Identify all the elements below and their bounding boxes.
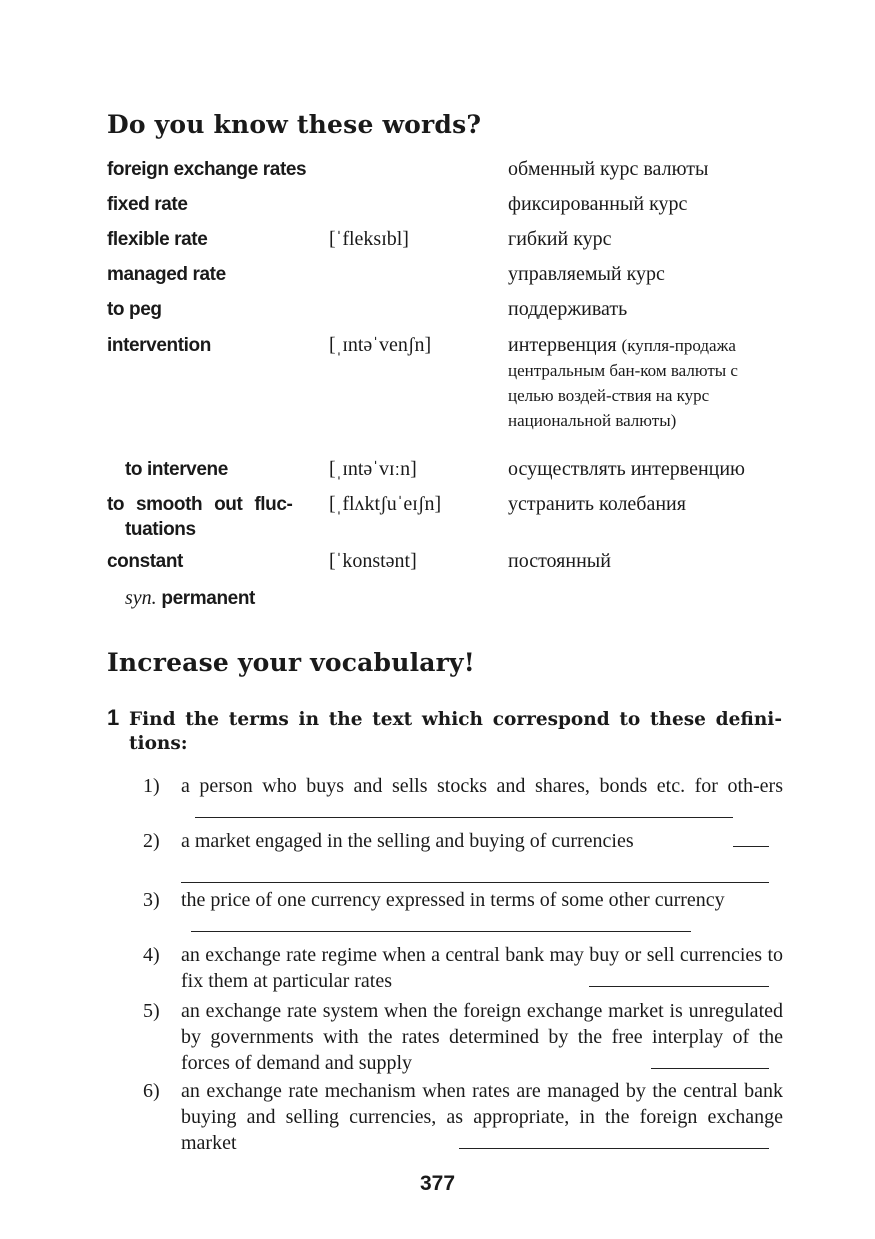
item-text: an exchange rate regime when a central bank may buy or sell currencies to fix them at particular rates	[181, 944, 783, 992]
vocab-translation-block	[508, 333, 786, 433]
item-text-block	[181, 773, 783, 825]
synonym-prefix: syn.	[125, 587, 157, 609]
vocab-term-block	[107, 492, 307, 542]
item-text: a market engaged in the selling and buying of currencies	[181, 830, 634, 852]
vocab-term: fixed rate	[107, 194, 188, 215]
vocab-term: to intervene	[125, 459, 228, 480]
exercise-number: 1	[107, 705, 120, 730]
vocab-translation: обменный курс валюты	[508, 158, 709, 180]
vocab-term: foreign exchange rates	[107, 159, 307, 180]
answer-blank[interactable]	[589, 968, 769, 987]
item-text-block	[181, 1078, 783, 1156]
item-text-block	[181, 828, 783, 854]
item-text-block	[181, 942, 783, 994]
vocab-term: intervention	[107, 335, 211, 356]
item-number: 3)	[143, 889, 160, 911]
vocab-term: constant	[107, 551, 183, 572]
page-number: 377	[419, 1172, 456, 1195]
vocab-pronunciation: [ˌɪntəˈvɪːn]	[329, 458, 417, 480]
answer-blank[interactable]	[195, 799, 733, 818]
item-number: 4)	[143, 944, 160, 966]
item-text: an exchange rate system when the foreign exchange market is unregulated by governments with the rates determined by the free interplay of the forces of demand and supply	[181, 1000, 783, 1074]
vocab-term-continuation: tuations	[125, 519, 196, 540]
answer-blank[interactable]	[181, 882, 769, 883]
item-text: the price of one currency expressed in terms of some other currency	[181, 889, 725, 911]
item-number: 1)	[143, 775, 160, 797]
vocab-term: flexible rate	[107, 229, 208, 250]
answer-blank[interactable]	[191, 913, 691, 932]
item-text: a person who buys and sells stocks and shares, bonds etc. for oth-ers	[181, 775, 783, 797]
vocab-translation: постоянный	[508, 550, 611, 572]
item-text-block	[181, 887, 741, 939]
vocab-heading: Do you know these words?	[107, 110, 482, 139]
item-number: 5)	[143, 1000, 160, 1022]
vocab-pronunciation: [ˈfleksɪbl]	[329, 228, 409, 250]
answer-blank[interactable]	[733, 828, 769, 847]
vocab-translation: гибкий курс	[508, 228, 612, 250]
vocab-translation: фиксированный курс	[508, 193, 688, 215]
vocab-pronunciation: [ˈkonstənt]	[329, 550, 417, 572]
vocab-translation: осуществлять интервенцию	[508, 458, 746, 480]
synonym	[125, 586, 255, 611]
vocab-term: to smooth out fluc-	[107, 494, 293, 515]
vocab-translation: управляемый курс	[508, 263, 665, 285]
vocab-pronunciation: [ˌflʌktʃuˈeɪʃn]	[329, 493, 442, 515]
vocab-note: (купля-продажа центральным бан-ком валюты с целью воздей-ствия на курс национальной валюты)	[508, 336, 738, 430]
exercise-instruction: Find the terms in the text which correspond to these defini-tions:	[129, 709, 782, 754]
vocab-term: managed rate	[107, 264, 226, 285]
answer-blank[interactable]	[459, 1130, 769, 1149]
item-number: 6)	[143, 1080, 160, 1102]
vocab-translation: интервенция	[508, 334, 617, 356]
vocab-term: to peg	[107, 299, 162, 320]
item-text-block	[181, 998, 783, 1076]
answer-blank[interactable]	[651, 1050, 769, 1069]
vocab-translation: поддерживать	[508, 298, 628, 320]
exercise-section-heading: Increase your vocabulary!	[107, 648, 475, 677]
item-number: 2)	[143, 830, 160, 852]
vocab-translation: устранить колебания	[508, 493, 686, 515]
synonym-word: permanent	[161, 588, 255, 609]
item-text: an exchange rate mechanism when rates are managed by the central bank buying and selling currencies, as appropriate, in the foreign exchange market	[181, 1080, 783, 1154]
vocab-pronunciation: [ˌɪntəˈvenʃn]	[329, 334, 432, 356]
